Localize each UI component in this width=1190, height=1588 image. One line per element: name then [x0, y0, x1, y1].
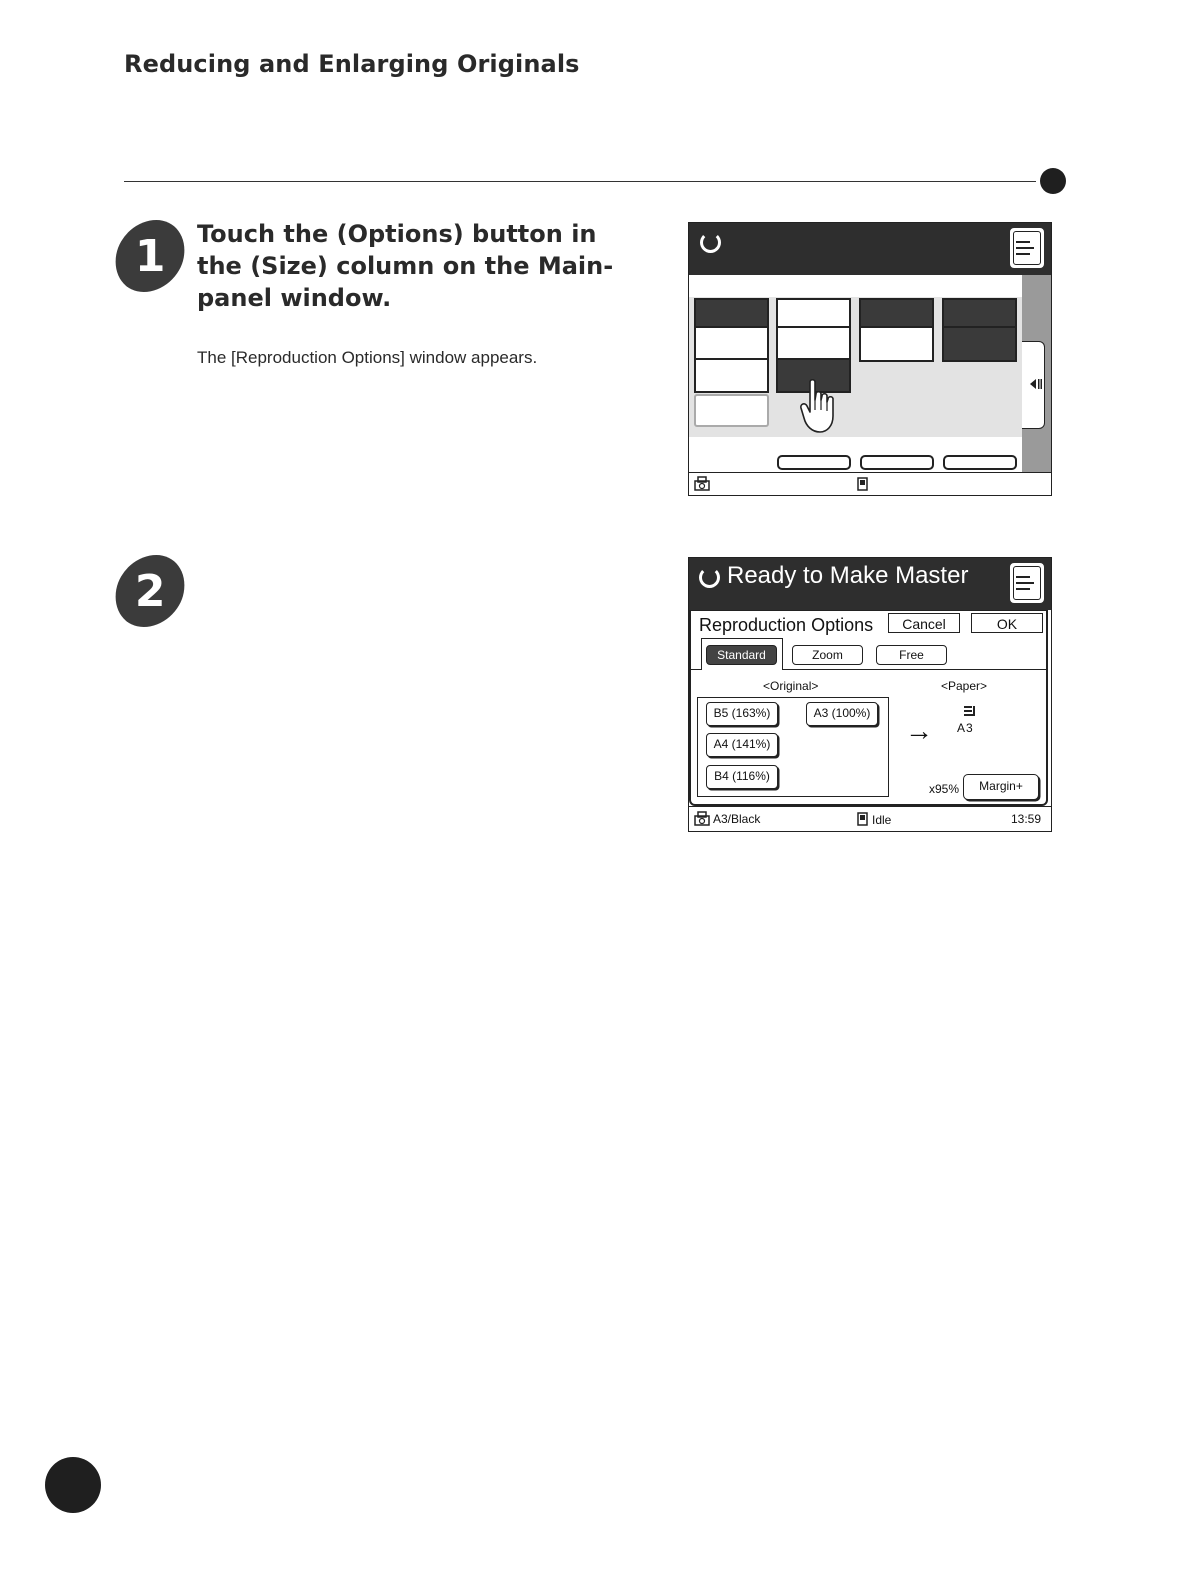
column-3-item[interactable] — [861, 328, 932, 360]
status-spinner-icon — [699, 567, 720, 588]
screen-1-header — [689, 223, 1051, 275]
job-list-icon[interactable] — [1010, 563, 1044, 603]
ink-status: A3/Black — [713, 812, 761, 826]
collapse-arrow-icon — [1030, 378, 1042, 390]
size-button-a3[interactable]: A3 (100%) — [806, 702, 878, 726]
step-1-heading: Touch the (Options) button in the (Size) column on the Main-panel window. — [197, 220, 614, 312]
page-number-marker — [45, 1457, 101, 1513]
original-size-list — [697, 697, 889, 797]
zoom-percent: x95% — [929, 782, 960, 796]
column-3-header[interactable] — [861, 300, 932, 328]
master-icon — [857, 477, 869, 491]
pointing-hand-icon — [800, 378, 836, 434]
dialog-title: Reproduction Options — [699, 615, 874, 635]
tab-zoom[interactable]: Zoom — [792, 645, 863, 665]
size-button-a4[interactable]: A4 (141%) — [706, 733, 778, 757]
screen-2-status-bar — [689, 806, 1051, 832]
size-column-item[interactable] — [778, 328, 849, 360]
printer-icon — [693, 810, 711, 828]
size-column-header[interactable] — [778, 300, 849, 328]
column-1-item[interactable] — [696, 328, 767, 360]
reproduction-options-dialog — [689, 610, 1048, 806]
column-1-button[interactable] — [694, 394, 769, 427]
ok-button[interactable]: OK — [971, 613, 1043, 633]
column-3 — [859, 298, 934, 362]
page-title: Reducing and Enlarging Originals — [124, 50, 580, 78]
master-icon — [857, 812, 869, 826]
bottom-button-2[interactable] — [860, 455, 934, 470]
bottom-button-1[interactable] — [777, 455, 851, 470]
column-1-header[interactable] — [696, 300, 767, 328]
reproduction-options-screen — [688, 557, 1052, 832]
printer-icon — [693, 475, 711, 493]
original-label: <Original> — [763, 679, 819, 693]
column-1-item[interactable] — [696, 360, 767, 391]
screen-1-status-bar — [689, 472, 1051, 496]
tab-free[interactable]: Free — [876, 645, 947, 665]
machine-state: Idle — [872, 813, 892, 827]
screen-2-header — [689, 558, 1051, 610]
side-panel-tab[interactable] — [1022, 341, 1045, 429]
step-1-badge — [110, 220, 191, 292]
paper-label: <Paper> — [941, 679, 988, 693]
step-2-badge — [110, 555, 191, 627]
job-list-icon[interactable] — [1010, 228, 1044, 268]
paper-tray-icon — [963, 705, 977, 717]
step-1-number: 1 — [134, 230, 166, 282]
status-spinner-icon — [700, 232, 721, 253]
arrow-right-icon: → — [905, 715, 933, 746]
bottom-button-3[interactable] — [943, 455, 1017, 470]
column-1 — [694, 298, 769, 393]
column-4-item[interactable] — [944, 328, 1015, 360]
section-divider — [124, 181, 1036, 182]
step-2-number: 2 — [134, 565, 166, 617]
step-1-note: The [Reproduction Options] window appears. — [197, 348, 538, 367]
column-4-header[interactable] — [944, 300, 1015, 328]
paper-size-value: A3 — [957, 721, 974, 735]
cancel-button[interactable]: Cancel — [888, 613, 960, 633]
clock-time: 13:59 — [1011, 812, 1042, 826]
tab-standard[interactable]: Standard — [706, 645, 777, 665]
main-panel-screen — [688, 222, 1052, 496]
size-button-b4[interactable]: B4 (116%) — [706, 765, 778, 789]
machine-status: Ready to Make Master — [727, 562, 969, 589]
size-button-b5[interactable]: B5 (163%) — [706, 702, 778, 726]
divider-end-dot — [1040, 168, 1066, 194]
margin-plus-button[interactable]: Margin+ — [963, 774, 1039, 800]
column-4 — [942, 298, 1017, 362]
